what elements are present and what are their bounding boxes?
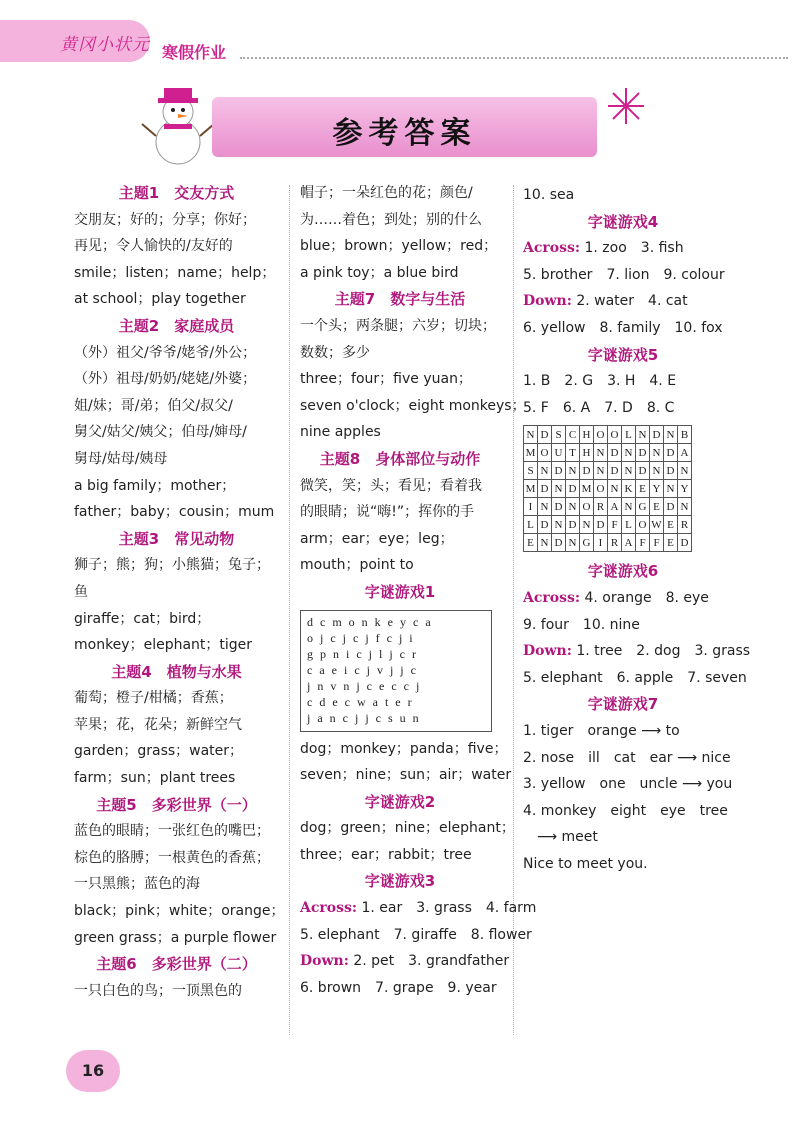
section-heading: 字谜游戏6 <box>587 562 659 581</box>
answer-line: 5. elephant 7. giraffe 8. flower <box>300 926 532 943</box>
grid-cell: L <box>524 516 538 534</box>
snowflake-icon <box>606 86 646 126</box>
grid-cell: N <box>538 462 552 480</box>
grid-cell: R <box>608 534 622 552</box>
grid-cell: H <box>580 444 594 462</box>
answer-line: 交朋友；好的；分享；你好； <box>74 211 256 228</box>
grid-cell: N <box>622 444 636 462</box>
grid-cell: H <box>580 426 594 444</box>
section-heading: 主题8 身体部位与动作 <box>319 449 481 468</box>
answer-line: 微笑，笑；头；看见；看着我 <box>300 477 482 494</box>
answer-line: monkey；elephant；tiger <box>74 637 253 654</box>
grid-cell: A <box>622 534 636 552</box>
answer-line <box>523 585 723 612</box>
grid-cell: W <box>650 516 664 534</box>
answer-line: garden；grass；water； <box>74 743 244 760</box>
grid-cell: A <box>678 444 692 462</box>
grid-cell: N <box>650 462 664 480</box>
grid-cell: K <box>622 480 636 498</box>
grid-cell: N <box>566 498 580 516</box>
grid-cell: D <box>608 462 622 480</box>
answer-line: 狮子；熊；狗；小熊猫；兔子； <box>74 557 270 574</box>
answer-line: seven；nine；sun；air；water <box>300 767 512 784</box>
grid-cell: N <box>650 444 664 462</box>
grid-cell: D <box>538 516 552 534</box>
grid-cell: N <box>664 426 678 444</box>
puzzle-row: g p n i c j l j c r <box>307 646 418 661</box>
answer-line: black；pink；white；orange； <box>74 903 285 920</box>
answer-text: 2. water 4. cat <box>571 293 688 310</box>
section-heading: 主题7 数字与生活 <box>334 290 466 309</box>
grid-row <box>524 498 692 516</box>
answer-line: 苹果；花，花朵；新鲜空气 <box>74 716 242 733</box>
puzzle-row: c d e c w a t e r <box>307 694 414 709</box>
page-number: 16 <box>66 1050 120 1092</box>
answer-line: three；ear；rabbit；tree <box>300 846 472 863</box>
answer-line: nine apples <box>300 424 381 441</box>
answer-line: 5. brother 7. lion 9. colour <box>523 266 725 283</box>
section-heading: 主题4 植物与水果 <box>111 662 242 681</box>
grid-cell: M <box>580 480 594 498</box>
grid-cell: N <box>622 498 636 516</box>
answer-line <box>300 895 537 922</box>
answer-line: 6. yellow 8. family 10. fox <box>523 319 723 336</box>
answer-line: 姐/妹；哥/弟；伯父/叔父/ <box>74 397 233 414</box>
grid-cell: N <box>538 498 552 516</box>
grid-cell: E <box>636 480 650 498</box>
answer-line: three；four；five yuan； <box>300 371 472 388</box>
grid-cell: R <box>678 516 692 534</box>
section-heading: 字谜游戏5 <box>587 345 659 364</box>
grid-cell: D <box>636 462 650 480</box>
grid-cell: S <box>552 426 566 444</box>
header-divider <box>240 57 788 59</box>
grid-cell: N <box>664 480 678 498</box>
grid-cell: N <box>566 534 580 552</box>
answer-line: ⟶ meet <box>523 829 598 846</box>
answer-line: 舅父/姑父/姨父；伯母/婶母/ <box>74 424 247 441</box>
answer-line: 葡萄；橙子/柑橘；香蕉； <box>74 690 233 707</box>
section-heading: 字谜游戏4 <box>587 212 659 231</box>
grid-cell: D <box>608 444 622 462</box>
answer-line: father；baby；cousin；mum <box>74 504 275 521</box>
answer-line: 10. sea <box>523 187 575 203</box>
brand-logo: 黄冈小状元 <box>60 35 150 55</box>
grid-cell: L <box>622 426 636 444</box>
grid-cell: G <box>580 534 594 552</box>
answer-text: 4. orange 8. eye <box>580 589 709 606</box>
grid-cell: B <box>678 426 692 444</box>
grid-cell: F <box>636 534 650 552</box>
puzzle-row: j a n c j j c s u n <box>307 710 421 725</box>
grid-cell: O <box>608 426 622 444</box>
grid-cell: D <box>650 426 664 444</box>
answer-line: 1. tiger orange ⟶ to <box>523 722 680 739</box>
grid-cell: D <box>538 426 552 444</box>
column-divider-1 <box>289 185 290 1035</box>
clue-direction-label: Down: <box>523 643 572 660</box>
grid-cell: F <box>608 516 622 534</box>
grid-cell: N <box>552 516 566 534</box>
answer-line: green grass；a purple flower <box>74 929 277 946</box>
grid-cell: D <box>664 462 678 480</box>
answer-line: 一只黑熊；蓝色的海 <box>74 876 200 893</box>
grid-cell: D <box>580 462 594 480</box>
answer-line: farm；sun；plant trees <box>74 770 236 787</box>
grid-cell: L <box>622 516 636 534</box>
answer-line: a pink toy；a blue bird <box>300 264 459 281</box>
answer-text: 1. ear 3. grass 4. farm <box>357 900 537 917</box>
answer-line: 再见；令人愉快的/友好的 <box>74 238 233 255</box>
grid-cell: N <box>608 480 622 498</box>
answer-line: 帽子；一朵红色的花；颜色/ <box>300 185 473 201</box>
answer-line: （外）祖父/爷爷/姥爷/外公； <box>74 344 257 361</box>
answer-line: 2. nose ill cat ear ⟶ nice <box>523 749 731 766</box>
answer-line <box>300 948 510 975</box>
grid-cell: D <box>664 498 678 516</box>
answer-line: 5. elephant 6. apple 7. seven <box>523 669 747 686</box>
grid-cell: E <box>524 534 538 552</box>
answer-column-1 <box>74 180 285 1004</box>
answer-line: dog；monkey；panda；five； <box>300 740 508 757</box>
grid-cell: N <box>678 498 692 516</box>
grid-cell: D <box>552 462 566 480</box>
section-heading: 主题6 多彩世界（二） <box>96 955 257 974</box>
answer-line: 9. four 10. nine <box>523 616 640 633</box>
word-search-puzzle-1 <box>300 610 492 732</box>
grid-row <box>524 534 692 552</box>
grid-cell: I <box>594 534 608 552</box>
answer-line: arm；ear；eye；leg； <box>300 530 454 547</box>
grid-cell: O <box>580 498 594 516</box>
answer-line: 数数；多少 <box>300 344 370 361</box>
grid-cell: N <box>622 462 636 480</box>
answer-line: 5. F 6. A 7. D 8. C <box>523 399 675 416</box>
answer-line: 的眼睛；说“嗨!”；挥你的手 <box>300 504 475 521</box>
grid-cell: D <box>636 444 650 462</box>
answer-line: （外）祖母/奶奶/姥姥/外婆； <box>74 371 257 388</box>
puzzle-row: o j c j c j f c j i <box>307 630 415 645</box>
grid-row <box>524 444 692 462</box>
snowman-icon <box>138 80 218 168</box>
clue-direction-label: Across: <box>300 900 358 917</box>
section-heading: 主题2 家庭成员 <box>118 316 235 335</box>
answer-line: smile；listen；name；help； <box>74 264 276 281</box>
section-heading: 字谜游戏1 <box>364 582 436 601</box>
grid-cell: I <box>524 498 538 516</box>
grid-cell: C <box>566 426 580 444</box>
answer-line: 舅母/姑母/姨母 <box>74 450 168 467</box>
grid-cell: D <box>566 480 580 498</box>
grid-row <box>524 462 692 480</box>
answer-line: dog；green；nine；elephant； <box>300 820 515 837</box>
puzzle-row: c a e i c j v j j c <box>307 662 418 677</box>
grid-cell: N <box>594 444 608 462</box>
answer-column-3 <box>523 182 751 877</box>
grid-cell: M <box>524 480 538 498</box>
grid-cell: D <box>552 534 566 552</box>
answer-line <box>523 288 723 315</box>
grid-cell: U <box>552 444 566 462</box>
answer-line: at school；play together <box>74 291 246 308</box>
grid-row <box>524 516 692 534</box>
section-heading: 字谜游戏2 <box>364 792 436 811</box>
section-heading: 主题1 交友方式 <box>118 184 235 202</box>
answer-line: 1. B 2. G 3. H 4. E <box>523 373 677 390</box>
grid-cell: T <box>566 444 580 462</box>
grid-cell: O <box>538 444 552 462</box>
answer-line: 一只白色的鸟；一顶黑色的 <box>74 982 242 999</box>
grid-cell: D <box>594 516 608 534</box>
clue-direction-label: Across: <box>523 589 581 606</box>
grid-cell: D <box>678 534 692 552</box>
grid-cell: O <box>636 516 650 534</box>
answer-line: 蓝色的眼睛；一张红色的嘴巴； <box>74 823 270 840</box>
answer-line: Nice to meet you. <box>523 855 648 872</box>
grid-cell: N <box>636 426 650 444</box>
grid-cell: F <box>650 534 664 552</box>
grid-cell: M <box>524 444 538 462</box>
grid-cell: N <box>678 462 692 480</box>
section-heading: 主题3 常见动物 <box>118 529 235 548</box>
answer-line: 棕色的胳膊；一根黄色的香蕉； <box>74 849 270 866</box>
answer-line: 3. yellow one uncle ⟶ you <box>523 776 733 793</box>
answer-line: blue；brown；yellow；red； <box>300 238 498 255</box>
grid-cell: D <box>566 516 580 534</box>
grid-cell: D <box>538 480 552 498</box>
answer-line: 6. brown 7. grape 9. year <box>300 979 497 996</box>
answer-text: 1. zoo 3. fish <box>580 240 684 257</box>
grid-cell: G <box>636 498 650 516</box>
grid-cell: N <box>538 534 552 552</box>
answer-line <box>523 235 723 262</box>
grid-cell: N <box>566 462 580 480</box>
section-heading: 字谜游戏7 <box>587 695 659 714</box>
grid-cell: Y <box>678 480 692 498</box>
answer-text: 2. pet 3. grandfather <box>348 953 510 970</box>
clue-direction-label: Down: <box>300 953 349 970</box>
grid-cell: O <box>594 426 608 444</box>
grid-cell: O <box>594 480 608 498</box>
grid-row <box>524 480 692 498</box>
header-subject: 寒假作业 <box>162 43 227 62</box>
answer-column-2 <box>300 180 537 1001</box>
answer-key-banner <box>212 97 597 157</box>
clue-direction-label: Down: <box>523 293 572 310</box>
answer-line: 一个头；两条腿；六岁；切块； <box>300 317 496 334</box>
answer-line: 鱼 <box>74 583 88 600</box>
answer-line <box>523 638 751 665</box>
grid-cell: E <box>650 498 664 516</box>
grid-cell: N <box>524 426 538 444</box>
grid-cell: R <box>594 498 608 516</box>
clue-direction-label: Across: <box>523 240 581 257</box>
grid-cell: A <box>608 498 622 516</box>
answer-line: giraffe；cat；bird； <box>74 610 211 627</box>
section-heading: 字谜游戏3 <box>364 872 436 891</box>
puzzle-row: d c m o n k e y c a <box>307 614 433 629</box>
answer-text: 1. tree 2. dog 3. grass <box>571 643 751 660</box>
grid-cell: N <box>580 516 594 534</box>
grid-row <box>524 426 692 444</box>
grid-cell: N <box>594 462 608 480</box>
puzzle-row: j n v n j c e c c j <box>307 678 422 693</box>
answer-line: seven o'clock；eight monkeys； <box>300 397 526 414</box>
answer-line: 4. monkey eight eye tree <box>523 802 728 819</box>
grid-cell: E <box>664 534 678 552</box>
grid-cell: D <box>664 444 678 462</box>
grid-cell: N <box>552 480 566 498</box>
grid-cell: E <box>664 516 678 534</box>
banner-title: 参考答案 <box>332 116 477 151</box>
answer-line: mouth；point to <box>300 557 414 574</box>
letter-grid-5 <box>523 425 692 552</box>
grid-cell: D <box>552 498 566 516</box>
grid-cell: S <box>524 462 538 480</box>
answer-line: 为……着色；到处；别的什么 <box>300 211 482 228</box>
section-heading: 主题5 多彩世界（一） <box>96 795 257 814</box>
answer-line: a big family；mother； <box>74 477 236 494</box>
grid-cell: Y <box>650 480 664 498</box>
